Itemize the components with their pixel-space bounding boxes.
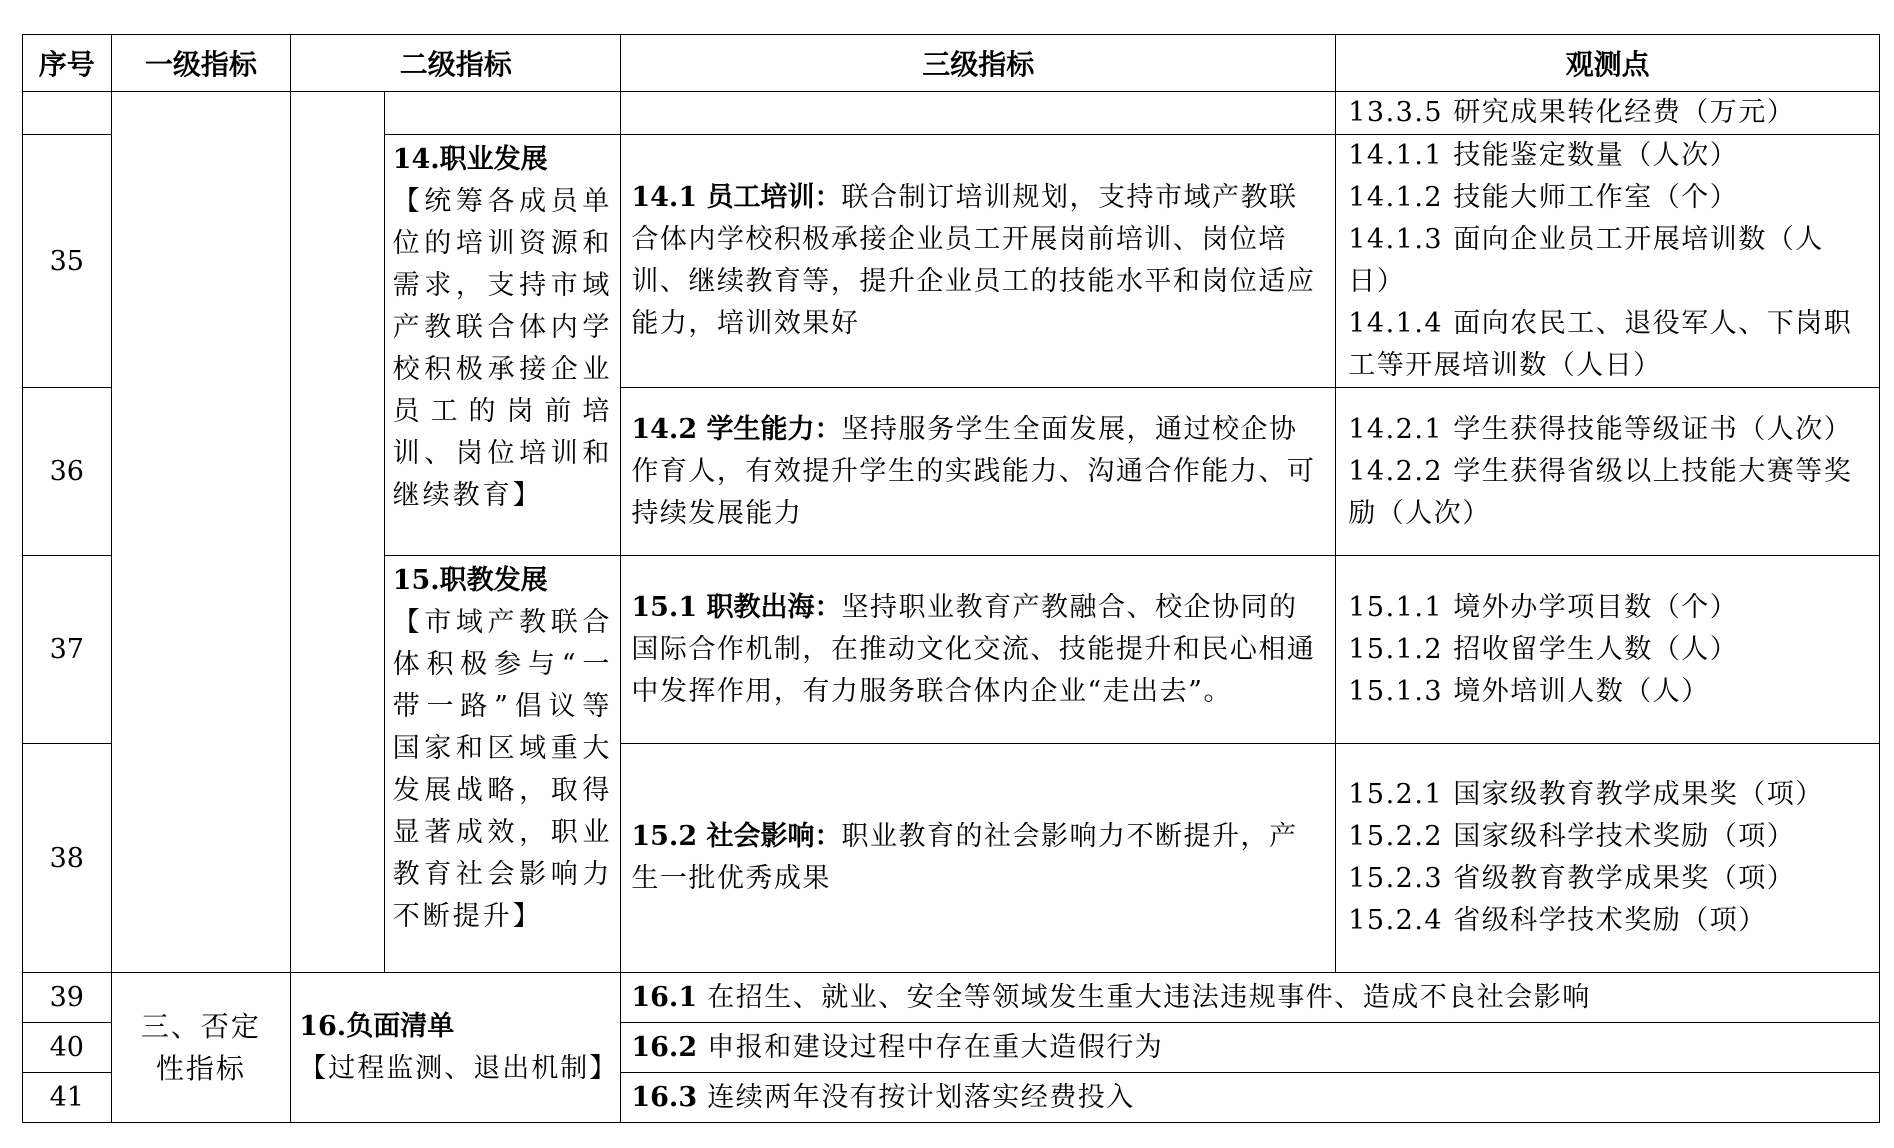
observation-item: 14.2.1 学生获得技能等级证书（人次） bbox=[1348, 413, 1853, 445]
level3-title: 15.2 社会影响： bbox=[631, 821, 842, 852]
negative-item-cell bbox=[621, 1073, 1880, 1123]
level3-title: 14.1 员工培训： bbox=[631, 182, 842, 213]
negative-item-id: 16.3 bbox=[631, 1081, 698, 1113]
row-no: 41 bbox=[23, 1073, 112, 1123]
negative-item-cell bbox=[621, 1023, 1880, 1073]
level2-desc: 【过程监测、退出机制】 bbox=[299, 1052, 619, 1084]
observation-item: 14.1.4 面向农民工、退役军人、下岗职工等开展培训数（人日） bbox=[1348, 308, 1853, 381]
negative-item-cell bbox=[621, 973, 1880, 1023]
level3-cell bbox=[621, 135, 1336, 388]
header-no: 序号 bbox=[23, 35, 112, 92]
observation-item: 14.2.2 学生获得省级以上技能大赛等奖励（人次） bbox=[1348, 455, 1853, 529]
row-no: 37 bbox=[23, 556, 112, 744]
observation-item: 14.1.1 技能鉴定数量（人次） bbox=[1348, 140, 1739, 171]
observation-item: 15.2.2 国家级科学技术奖励（项） bbox=[1348, 821, 1796, 852]
observation-cell bbox=[1336, 388, 1880, 556]
table-row bbox=[23, 92, 1880, 135]
level2-title: 15.职教发展 bbox=[392, 565, 548, 596]
indicator-table bbox=[22, 34, 1880, 1123]
observation-item: 14.1.3 面向企业员工开展培训数（人日） bbox=[1348, 224, 1824, 297]
row-no: 35 bbox=[23, 135, 112, 388]
observation-item: 15.1.3 境外培训人数（人） bbox=[1348, 675, 1710, 707]
header-level1: 一级指标 bbox=[111, 35, 291, 92]
observation-item: 15.2.4 省级科学技术奖励（项） bbox=[1348, 905, 1767, 936]
level2-group15 bbox=[384, 556, 621, 973]
level1-negative bbox=[111, 973, 291, 1123]
level3-text: 联合制订培训规划，支持市域产教联合体内学校积极承接企业员工开展岗前培训、岗位培训、继续教育等，提升企业员工的技能水平和岗位适应能力，培训效果好 bbox=[631, 182, 1316, 339]
row-no-cell bbox=[23, 92, 112, 135]
negative-item-text: 申报和建设过程中存在重大造假行为 bbox=[707, 1031, 1164, 1063]
level2-group14 bbox=[384, 135, 621, 556]
negative-item-text: 连续两年没有按计划落实经费投入 bbox=[707, 1081, 1135, 1113]
header-level2: 二级指标 bbox=[291, 35, 621, 92]
level2-blank-cell bbox=[384, 92, 621, 135]
observation-cell bbox=[1336, 744, 1880, 973]
level3-text: 坚持服务学生全面发展，通过校企协作育人，有效提升学生的实践能力、沟通合作能力、可持续发展能力 bbox=[631, 413, 1316, 529]
level2-desc: 【统筹各成员单位的培训资源和需求，支持市域产教联合体内学校积极承接企业员工的岗前培训、岗位培训和继续教育】 bbox=[392, 186, 613, 511]
header-level3: 三级指标 bbox=[621, 35, 1336, 92]
row-no: 36 bbox=[23, 388, 112, 556]
observation-item: 14.1.2 技能大师工作室（个） bbox=[1348, 182, 1739, 213]
level3-cell bbox=[621, 744, 1336, 973]
observation-cell bbox=[1336, 556, 1880, 744]
table-row bbox=[23, 973, 1880, 1023]
level3-blank-cell bbox=[621, 92, 1336, 135]
indicator-table-page bbox=[22, 34, 1880, 1123]
level2-title: 16.负面清单 bbox=[299, 1010, 455, 1042]
level3-title: 14.2 学生能力： bbox=[631, 413, 842, 445]
level3-text: 坚持职业教育产教融合、校企协同的国际合作机制，在推动文化交流、技能提升和民心相通中发挥作用，有力服务联合体内企业“走出去”。 bbox=[631, 591, 1316, 707]
negative-item-text: 在招生、就业、安全等领域发生重大违法违规事件、造成不良社会影响 bbox=[707, 981, 1591, 1013]
observation-item: 15.2.1 国家级教育教学成果奖（项） bbox=[1348, 779, 1824, 810]
level2-spacer-cell bbox=[291, 92, 384, 973]
header-observation: 观测点 bbox=[1336, 35, 1880, 92]
level3-title: 15.1 职教出海： bbox=[631, 591, 842, 623]
observation-cell bbox=[1336, 92, 1880, 135]
level1-blank-cell bbox=[111, 92, 291, 973]
observation-cell bbox=[1336, 135, 1880, 388]
table-header-row bbox=[23, 35, 1880, 92]
level3-cell bbox=[621, 388, 1336, 556]
row-no: 39 bbox=[23, 973, 112, 1023]
observation-item: 15.1.2 招收留学生人数（人） bbox=[1348, 633, 1739, 665]
negative-item-id: 16.2 bbox=[631, 1031, 698, 1063]
row-no: 38 bbox=[23, 744, 112, 973]
level3-cell bbox=[621, 556, 1336, 744]
negative-item-id: 16.1 bbox=[631, 981, 698, 1013]
observation-item: 15.1.1 境外办学项目数（个） bbox=[1348, 591, 1739, 623]
level2-negative bbox=[291, 973, 621, 1123]
level2-desc: 【市域产教联合体积极参与“一带一路”倡议等国家和区域重大发展战略，取得显著成效，职业教育社会影响力不断提升】 bbox=[392, 607, 613, 932]
level3-text: 职业教育的社会影响力不断提升，产生一批优秀成果 bbox=[631, 821, 1298, 894]
observation-item: 13.3.5 研究成果转化经费（万元） bbox=[1348, 97, 1796, 128]
level1-negative-label: 三、否定性指标 bbox=[140, 1009, 261, 1085]
observation-item: 15.2.3 省级教育教学成果奖（项） bbox=[1348, 863, 1796, 894]
level2-title: 14.职业发展 bbox=[392, 144, 548, 175]
row-no: 40 bbox=[23, 1023, 112, 1073]
